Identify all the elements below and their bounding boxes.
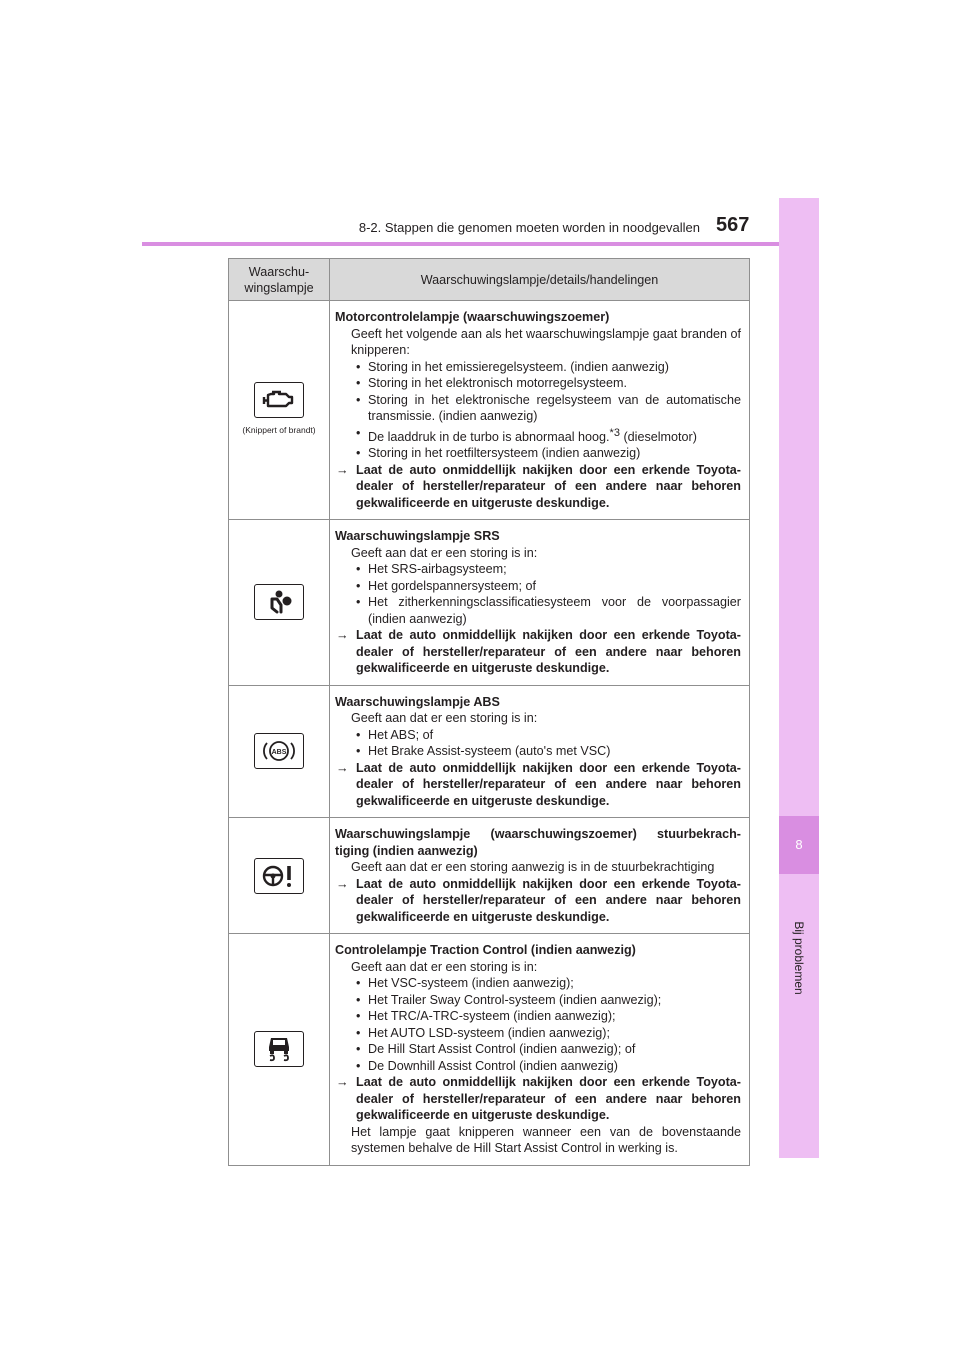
section-title: 8-2. Stappen die genomen moeten worden in noodgevallen <box>358 220 700 235</box>
row-title: Waarschuwingslampje SRS <box>335 529 500 544</box>
list-item: • Storing in het elektronische regelsysteem van de automatische transmissie. (indien aanwezig) <box>368 392 741 425</box>
chapter-label: Bij problemen <box>792 921 806 995</box>
icon-cell <box>229 520 330 686</box>
action-text: → Laat de auto onmiddellijk nakijken door een erkende Toyota-dealer of hersteller/reparateur of een andere naar behoren gekwalificeerde en uitgeruste deskundige. <box>336 628 741 676</box>
list-item: • Het zitherkenningsclassificatiesysteem voor de voorpassagier (indien aanwezig) <box>368 594 741 627</box>
row-intro: Geeft het volgende aan als het waarschuwingslampje gaat branden of knipperen: <box>351 326 741 357</box>
row-intro: Geeft aan dat er een storing aanwezig is in de stuurbekrachtiging <box>351 860 715 875</box>
table-header-row <box>229 259 750 301</box>
details-cell <box>330 520 750 686</box>
chapter-number: 8 <box>779 816 819 874</box>
arrow-icon: → <box>336 760 349 775</box>
table-row <box>229 818 750 934</box>
chapter-side-tab <box>779 198 819 1158</box>
row-intro: Geeft aan dat er een storing is in: <box>351 959 538 974</box>
list-item: • Het ABS; of <box>368 727 741 744</box>
footnote-marker: *3 <box>609 426 620 439</box>
row-intro: Geeft aan dat er een storing is in: <box>351 545 538 560</box>
icon-cell <box>229 934 330 1166</box>
row-title: Motorcontrolelampje (waarschuwingszoemer) <box>335 310 610 324</box>
list-item: • Het SRS-airbagsysteem; <box>368 561 741 578</box>
page-number: 567 <box>716 214 750 236</box>
list-item: • De Downhill Assist Control (indien aanwezig) <box>368 1058 741 1075</box>
column-header-lamp: Waarschu- wingslampje <box>229 259 330 301</box>
icon-cell <box>229 818 330 934</box>
table-row <box>229 301 750 520</box>
header-rule <box>142 242 819 246</box>
details-cell <box>330 934 750 1166</box>
abs-icon <box>254 733 304 769</box>
list-item: • Het Trailer Sway Control-systeem (indien aanwezig); <box>368 992 741 1009</box>
table-row <box>229 934 750 1166</box>
icon-caption: (Knippert of brandt) <box>242 424 316 435</box>
list-item: • Het Brake Assist-systeem (auto's met VSC) <box>368 743 741 760</box>
action-text: → Laat de auto onmiddellijk nakijken door een erkende Toyota-dealer of hersteller/reparateur of een andere naar behoren gekwalificeerde en uitgeruste deskundige. <box>336 876 741 924</box>
list-item: • Storing in het emissieregelsysteem. (indien aanwezig) <box>368 359 741 376</box>
bullet-list <box>335 975 741 1074</box>
details-cell <box>330 685 750 818</box>
bullet-list <box>335 727 741 760</box>
bullet-list <box>335 359 741 462</box>
row-title: Controlelampje Traction Control (indien aanwezig) <box>335 943 636 958</box>
list-item: • Storing in het elektronisch motorregelsysteem. <box>368 375 741 392</box>
details-cell <box>330 818 750 934</box>
check-engine-icon <box>254 382 304 418</box>
list-item: • Het TRC/A-TRC-systeem (indien aanwezig); <box>368 1008 741 1025</box>
column-header-details: Waarschuwingslampje/details/handelingen <box>330 259 750 301</box>
row-intro: Geeft aan dat er een storing is in: <box>351 711 538 726</box>
list-item: • Het AUTO LSD-systeem (indien aanwezig); <box>368 1025 741 1042</box>
arrow-icon: → <box>336 876 349 891</box>
row-note: Het lampje gaat knipperen wanneer een van de bovenstaande systemen behalve de Hill Start Assist Control in werking is. <box>351 1124 741 1156</box>
bullet-list <box>335 561 741 627</box>
table-row <box>229 685 750 818</box>
traction-control-icon <box>254 1031 304 1067</box>
action-text: → Laat de auto onmiddellijk nakijken door een erkende Toyota-dealer of hersteller/reparateur of een andere naar behoren gekwalificeerde en uitgeruste deskundige. <box>336 462 741 510</box>
list-item: • Storing in het roetfiltersysteem (indien aanwezig) <box>368 445 741 462</box>
action-text: → Laat de auto onmiddellijk nakijken door een erkende Toyota-dealer of hersteller/reparateur of een andere naar behoren gekwalificeerde en uitgeruste deskundige. <box>336 1075 741 1123</box>
arrow-icon: → <box>336 1075 349 1090</box>
icon-cell <box>229 685 330 818</box>
icon-cell <box>229 301 330 520</box>
arrow-icon: → <box>336 462 349 477</box>
list-item: • Het VSC-systeem (indien aanwezig); <box>368 975 741 992</box>
list-item: • De Hill Start Assist Control (indien aanwezig); of <box>368 1041 741 1058</box>
arrow-icon: → <box>336 628 349 643</box>
abs-label: ABS <box>271 749 287 757</box>
table-row <box>229 520 750 686</box>
action-text: → Laat de auto onmiddellijk nakijken door een erkende Toyota-dealer of hersteller/reparateur of een andere naar behoren gekwalificeerde en uitgeruste deskundige. <box>336 760 741 808</box>
list-item: • Het gordelspannersysteem; of <box>368 578 741 595</box>
power-steering-warning-icon <box>254 858 304 894</box>
warning-light-table <box>228 258 750 1166</box>
row-title: Waarschuwingslampje ABS <box>335 694 500 709</box>
row-title: Waarschuwingslampje (waarschuwingszoemer) stuurbekrach-tiging (indien aanwezig) <box>335 827 741 858</box>
list-item: • De laaddruk in de turbo is abnormaal hoog.$^{*3}$ (dieselmotor) <box>368 425 741 446</box>
srs-airbag-icon <box>254 584 304 620</box>
details-cell <box>330 301 750 520</box>
